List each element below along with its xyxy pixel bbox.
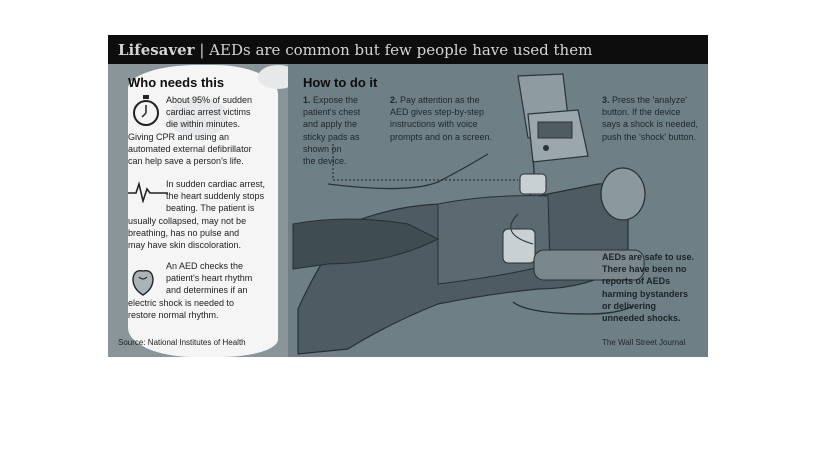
infographic-title <box>118 41 592 59</box>
left-item-line: electric shock is needed to <box>128 297 235 308</box>
safety-line: harming bystanders <box>602 288 689 299</box>
safety-line: or delivering <box>602 300 657 311</box>
left-item-line: Giving CPR and using an <box>128 131 230 142</box>
step-3-line: push the 'shock' button. <box>602 131 696 142</box>
title-bar <box>108 35 708 64</box>
left-item-line: the heart suddenly stops <box>166 191 265 202</box>
left-item-line: In sudden cardiac arrest, <box>166 179 266 189</box>
left-item-line: beating. The patient is <box>166 203 255 214</box>
step-2-line: instructions with voice <box>390 119 478 130</box>
credit-note: The Wall Street Journal <box>602 338 686 347</box>
title-bold: Lifesaver <box>118 41 195 59</box>
left-item-line: restore normal rhythm. <box>128 309 219 320</box>
step-3-line: 3. Press the 'analyze' <box>602 95 687 105</box>
left-item-line: may have skin discoloration. <box>128 240 242 250</box>
left-item-line: An AED checks the <box>166 261 244 271</box>
source-note: Source: National Institutes of Health <box>118 338 246 347</box>
step-1-line: sticky pads as <box>303 131 360 142</box>
step-number: 1. <box>303 95 314 105</box>
safety-line: There have been no <box>602 264 687 275</box>
left-item-line: usually collapsed, may not be <box>128 215 247 226</box>
step-1-line: shown on <box>303 143 342 154</box>
heart-icon <box>130 267 156 297</box>
safety-line: reports of AEDs <box>602 276 671 287</box>
step-1-line: and apply the <box>303 119 358 130</box>
safety-line: AEDs are safe to use. <box>602 252 695 262</box>
heartbeat-icon <box>128 181 168 203</box>
step-1-line: the device. <box>303 156 347 166</box>
step-2-line: 2. Pay attention as the <box>390 95 480 105</box>
left-item-line: breathing, has no pulse and <box>128 227 240 238</box>
title-separator: | <box>194 41 210 59</box>
left-item-line: cardiac arrest victims <box>166 107 251 118</box>
infographic-panel <box>108 35 708 357</box>
step-3-line: button. If the device <box>602 107 681 118</box>
step-2-line: AED gives step-by-step <box>390 107 485 118</box>
how-to-heading: How to do it <box>303 75 378 90</box>
title-rest: AEDs are common but few people have used them <box>209 41 593 59</box>
stopwatch-icon <box>132 95 160 127</box>
step-1-line: 1. Expose the <box>303 95 359 105</box>
step-number: 2. <box>390 95 401 105</box>
step-2-line: prompts and on a screen. <box>390 131 493 142</box>
left-item-line: About 95% of sudden <box>166 95 253 105</box>
who-needs-heading: Who needs this <box>128 75 225 90</box>
left-item-line: patient's heart rhythm <box>166 273 253 284</box>
safety-line: unneeded shocks. <box>602 313 681 323</box>
left-item-line: automated external defibrillator <box>128 143 252 154</box>
left-item-line: can help save a person's life. <box>128 156 244 166</box>
step-1-line: patient's chest <box>303 107 361 118</box>
step-3-line: says a shock is needed, <box>602 119 699 130</box>
left-item-line: and determines if an <box>166 285 248 296</box>
step-number: 3. <box>602 95 613 105</box>
left-item-line: die within minutes. <box>166 119 241 130</box>
